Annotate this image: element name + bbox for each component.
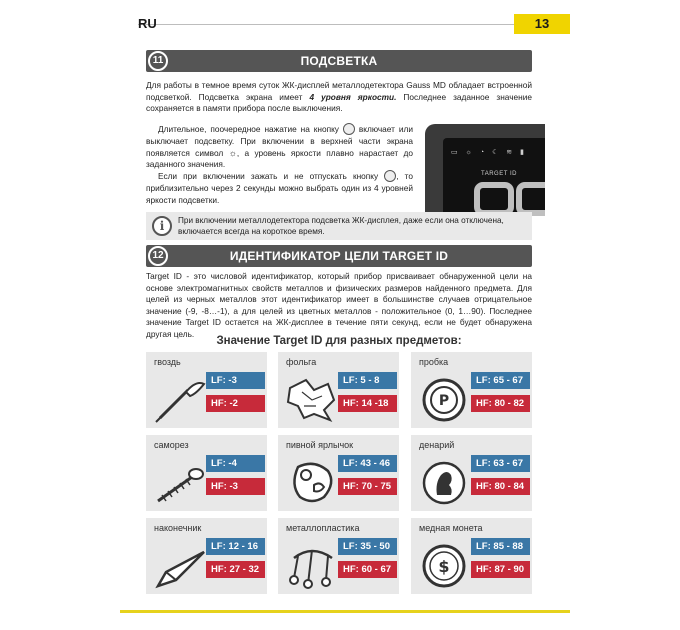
hf-value: HF: -2	[206, 395, 265, 412]
lf-value: LF: 43 - 46	[338, 455, 397, 472]
bottle-cap-icon	[417, 370, 475, 424]
denarius-coin-icon	[417, 453, 475, 507]
svg-text:P: P	[438, 393, 450, 409]
detector-display-illustration	[425, 124, 545, 216]
backlight-intro	[146, 80, 532, 115]
lf-value: LF: 12 - 16	[206, 538, 265, 555]
lf-value: LF: -4	[206, 455, 265, 472]
section-12-header	[146, 245, 532, 267]
metal-plastic-icon	[284, 536, 342, 590]
target-id-description: Target ID - это числовой идентификатор, который прибор присваивает обнаруженной цели на основе электромагнитных свойств металлов и физических размеров найденного предмета. Для целей из черных металлов этот идентификатор имеет в большинстве случаев отрицательное значение (-9, -8…-1), а для целей из цветных металлов - положительное (0, 1…90). Последнее значение Target ID остается на ЖК-дисплее в течение пяти секунд, если не будет обнаружена другая цель.	[146, 271, 532, 339]
info-icon: i	[152, 216, 172, 236]
copper-coin-icon	[417, 536, 475, 590]
backlight-intro-a: Для работы в темное время суток ЖК-дисплей металлодетектора Gauss MD обладает встроенной подсветкой. Подсветка экрана имеет	[146, 80, 532, 102]
backlight-level-text	[146, 171, 413, 206]
sun-icon: ☼	[228, 147, 237, 158]
nail-icon	[152, 370, 210, 424]
target-card-nail	[146, 352, 267, 428]
lf-value: LF: 65 - 67	[471, 372, 530, 389]
lf-value: LF: 5 - 8	[338, 372, 397, 389]
target-card-metal-plastic	[278, 518, 399, 594]
card-title: пивной ярлычок	[286, 440, 354, 450]
card-title: пробка	[419, 357, 449, 367]
backlight-notice	[146, 212, 532, 240]
lf-value: LF: -3	[206, 372, 265, 389]
backlight-toggle-text	[146, 124, 413, 171]
lcd-status-icons: ▭ ☼ ◔ ☾ ≋ ▮	[451, 149, 527, 156]
language-label: RU	[138, 16, 157, 31]
backlight-notice-text: При включении металлодетектора подсветка ЖК-дисплея, даже если она отключена, включается всегда на короткое время.	[178, 216, 504, 236]
svg-text:$: $	[438, 557, 450, 576]
level-text-a: Если при включении зажать и не отпускать кнопку	[158, 171, 379, 182]
card-title: металлопластика	[286, 523, 360, 533]
card-title: денарий	[419, 440, 455, 450]
target-card-copper-coin	[411, 518, 532, 594]
lcd-target-id-label: TARGET ID	[481, 171, 517, 177]
lcd-screen	[443, 138, 545, 216]
lf-value: LF: 35 - 50	[338, 538, 397, 555]
lcd-digits	[473, 182, 545, 216]
card-title: фольга	[286, 357, 317, 367]
toggle-text-c: , а уровень яркости плавно нарастает до заданного значения.	[146, 147, 414, 170]
lf-value: LF: 85 - 88	[471, 538, 530, 555]
target-card-denarius	[411, 435, 532, 511]
hf-value: HF: 80 - 82	[471, 395, 530, 412]
page-number: 13	[514, 14, 570, 34]
card-title: саморез	[154, 440, 189, 450]
section-11-number: 11	[148, 51, 168, 71]
hf-value: HF: 14 -18	[338, 395, 397, 412]
toggle-text-a: Длительное, поочередное нажатие на кнопку	[158, 124, 339, 135]
foil-icon	[284, 370, 342, 424]
hf-value: HF: 70 - 75	[338, 478, 397, 495]
pull-tab-icon	[284, 453, 342, 507]
section-11-title: ПОДСВЕТКА	[300, 54, 378, 68]
arrowhead-icon	[152, 536, 210, 590]
toggle-text-b: включает или выключает подсветку. При включении в верхней части экрана появляется символ	[146, 124, 413, 158]
section-12-title: ИДЕНТИФИКАТОР ЦЕЛИ TARGET ID	[229, 249, 449, 263]
target-card-bottle-cap	[411, 352, 532, 428]
hf-value: HF: 27 - 32	[206, 561, 265, 578]
target-card-pull-tab	[278, 435, 399, 511]
screw-icon	[152, 453, 210, 507]
lf-value: LF: 63 - 67	[471, 455, 530, 472]
target-card-foil	[278, 352, 399, 428]
section-11-header	[146, 50, 532, 72]
hf-value: HF: 60 - 67	[338, 561, 397, 578]
footer-rule	[120, 610, 570, 613]
hf-value: HF: 80 - 84	[471, 478, 530, 495]
card-title: гвоздь	[154, 357, 181, 367]
target-card-arrowhead	[146, 518, 267, 594]
section-12-number: 12	[148, 246, 168, 266]
card-title: наконечник	[154, 523, 202, 533]
level-text-b: , то приблизительно через 2 секунды можно выбрать один из 4 уровней яркости подсветки.	[146, 171, 413, 205]
card-title: медная монета	[419, 523, 483, 533]
brightness-levels: 4 уровня яркости.	[309, 91, 397, 102]
hf-value: HF: -3	[206, 478, 265, 495]
hf-value: HF: 87 - 90	[471, 561, 530, 578]
target-id-table-heading: Значение Target ID для разных предметов:	[216, 335, 462, 347]
target-card-screw	[146, 435, 267, 511]
header-rule	[138, 24, 570, 25]
light-button-icon	[343, 123, 355, 135]
backlight-intro-c: Последнее заданное значение сохраняется в памяти прибора после выключения.	[146, 91, 532, 114]
light-button-icon-2	[384, 170, 396, 182]
